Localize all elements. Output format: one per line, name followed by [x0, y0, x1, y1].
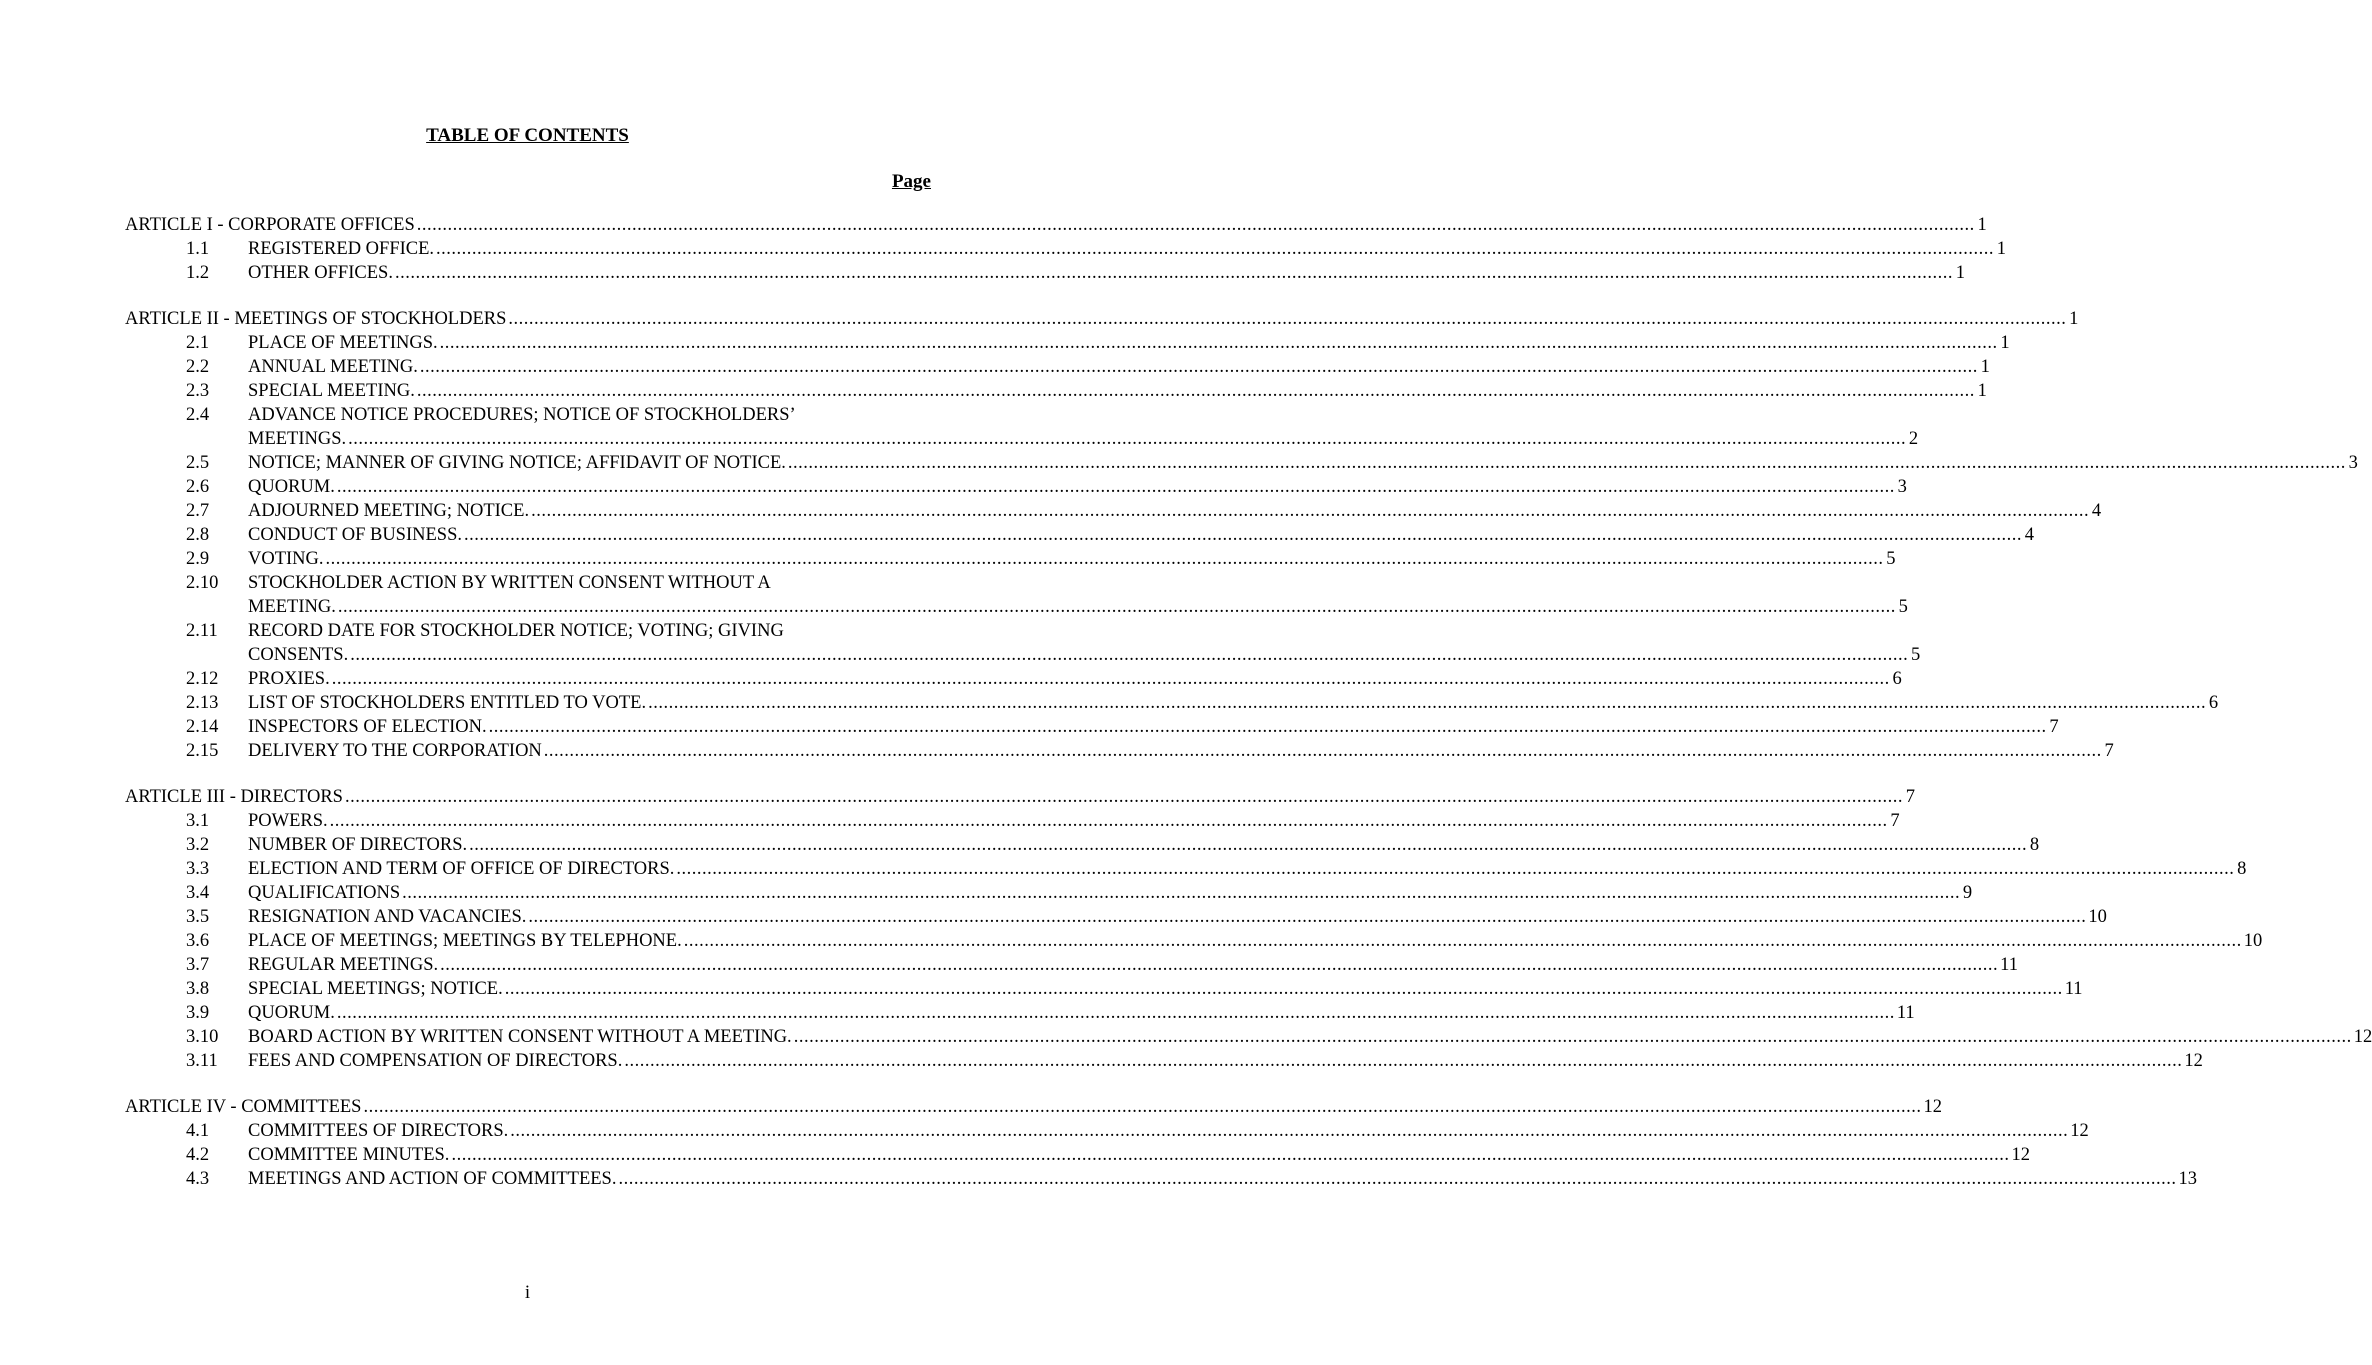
toc-section-number: 2.14 [186, 717, 219, 737]
toc-page-number: 8 [2029, 835, 2040, 855]
page-column-header: Page [891, 171, 931, 192]
toc-section-number: 2.6 [186, 477, 210, 497]
toc-page-number: 11 [1896, 1003, 1915, 1023]
toc-section-title-continued: MEETING. [248, 597, 336, 617]
dot-leader [345, 785, 1903, 809]
toc-section-number: 4.2 [186, 1145, 210, 1165]
toc-section-title: RECORD DATE FOR STOCKHOLDER NOTICE; VOTING; GIVING [248, 621, 784, 641]
dot-leader [624, 1049, 2182, 1073]
toc-article-entry[interactable] [125, 307, 2079, 331]
toc-section-title-continued: CONSENTS. [248, 645, 349, 665]
toc-section-title: SPECIAL MEETING. [248, 381, 415, 401]
toc-section-title: REGISTERED OFFICE. [248, 239, 435, 259]
toc-section-entry[interactable] [125, 1143, 2030, 1167]
toc-section-title: QUORUM. [248, 1003, 335, 1023]
toc-page-number: 1 [1980, 357, 1990, 377]
toc-section-title: ADVANCE NOTICE PROCEDURES; NOTICE OF STOCKHOLDERS’ [248, 405, 796, 425]
toc-section-number: 3.9 [186, 1003, 210, 1023]
toc-page-number: 5 [1910, 645, 1921, 665]
toc-section-number: 3.2 [186, 835, 210, 855]
toc-page-number: 7 [1890, 811, 1900, 831]
dot-leader [684, 929, 2242, 953]
toc-page-number: 5 [1886, 549, 1896, 569]
toc-section-continuation[interactable] [125, 595, 1908, 619]
toc-section-entry[interactable] [125, 881, 1973, 905]
dot-leader [337, 1001, 1895, 1025]
toc-section-title: COMMITTEES OF DIRECTORS. [248, 1121, 509, 1141]
toc-section-title: OTHER OFFICES. [248, 263, 393, 283]
toc-section-title: NOTICE; MANNER OF GIVING NOTICE; AFFIDAVIT OF NOTICE. [248, 453, 786, 473]
toc-page-number: 1 [2069, 309, 2079, 329]
toc-section-number: 2.12 [186, 669, 219, 689]
toc-section-number: 3.7 [186, 955, 210, 975]
toc-page-number: 7 [1905, 787, 1915, 807]
dot-leader [417, 379, 1975, 403]
toc-section-title: COMMITTEE MINUTES. [248, 1145, 450, 1165]
toc-section-entry[interactable] [125, 475, 1907, 499]
toc-section-title: ANNUAL MEETING. [248, 357, 418, 377]
dot-leader [330, 809, 1888, 833]
toc-page-number: 11 [2064, 979, 2083, 999]
toc-section-number: 4.3 [186, 1169, 210, 1189]
toc-section-title: NUMBER OF DIRECTORS. [248, 835, 468, 855]
dot-leader [544, 739, 2102, 763]
toc-section-title: PLACE OF MEETINGS. [248, 333, 438, 353]
toc-section-entry[interactable] [125, 1119, 2089, 1143]
toc-section-number: 2.3 [186, 381, 210, 401]
dot-leader [451, 1143, 2009, 1167]
toc-section-number: 3.8 [186, 979, 210, 999]
toc-section-title: CONDUCT OF BUSINESS. [248, 525, 462, 545]
dot-leader [510, 1119, 2068, 1143]
toc-section-entry[interactable] [125, 715, 2059, 739]
toc-section-number: 3.3 [186, 859, 210, 879]
toc-page-number: 13 [2178, 1169, 2197, 1189]
dot-leader [508, 307, 2066, 331]
table-of-contents [125, 213, 2372, 1213]
toc-article-block [125, 1095, 2197, 1191]
toc-page-number: 9 [1962, 883, 1973, 903]
toc-page-number: 5 [1898, 597, 1908, 617]
dot-leader [337, 475, 1895, 499]
toc-section-number: 2.5 [186, 453, 210, 473]
dot-leader [436, 237, 1994, 261]
dot-leader [788, 451, 2346, 475]
toc-section-entry[interactable] [125, 977, 2083, 1001]
toc-section-number: 3.11 [186, 1051, 218, 1071]
toc-page-number: 6 [2208, 693, 2219, 713]
toc-section-title: STOCKHOLDER ACTION BY WRITTEN CONSENT WITHOUT A [248, 573, 771, 593]
toc-section-title: QUORUM. [248, 477, 335, 497]
dot-leader [528, 905, 2086, 929]
toc-page-number: 1 [2000, 333, 2010, 353]
toc-section-number: 2.7 [186, 501, 210, 521]
page-title: TABLE OF CONTENTS [426, 125, 629, 146]
toc-article-entry[interactable] [125, 785, 1915, 809]
toc-section-entry[interactable] [125, 355, 1990, 379]
dot-leader [464, 523, 2022, 547]
toc-article-block [125, 785, 2372, 1073]
dot-leader [676, 857, 2234, 881]
toc-section-number: 3.10 [186, 1027, 219, 1047]
dot-leader [618, 1167, 2176, 1191]
toc-section-number: 2.13 [186, 693, 219, 713]
toc-article-entry[interactable] [125, 213, 1987, 237]
toc-section-number: 3.5 [186, 907, 210, 927]
toc-section-number: 4.1 [186, 1121, 210, 1141]
dot-leader [489, 715, 2047, 739]
toc-section-title: BOARD ACTION BY WRITTEN CONSENT WITHOUT A MEETING. [248, 1027, 792, 1047]
toc-page-number: 3 [2348, 453, 2358, 473]
toc-article-title: ARTICLE II - MEETINGS OF STOCKHOLDERS [125, 309, 507, 329]
toc-section-entry[interactable] [125, 691, 2219, 715]
dot-leader [440, 331, 1998, 355]
dot-leader [417, 213, 1975, 237]
toc-section-entry[interactable] [125, 523, 2034, 547]
toc-section-entry[interactable] [125, 619, 931, 643]
toc-section-number: 3.6 [186, 931, 210, 951]
toc-section-title-continued: MEETINGS. [248, 429, 347, 449]
toc-section-title: LIST OF STOCKHOLDERS ENTITLED TO VOTE. [248, 693, 647, 713]
toc-page-number: 7 [2104, 741, 2114, 761]
toc-section-title: QUALIFICATIONS [248, 883, 401, 903]
dot-leader [794, 1025, 2352, 1049]
toc-section-number: 2.2 [186, 357, 210, 377]
toc-section-title: FEES AND COMPENSATION OF DIRECTORS. [248, 1051, 623, 1071]
dot-leader [469, 833, 2027, 857]
toc-section-entry[interactable] [125, 379, 1987, 403]
toc-section-title: REGULAR MEETINGS. [248, 955, 439, 975]
toc-page-number: 7 [2049, 717, 2059, 737]
toc-page-number: 1 [1977, 215, 1987, 235]
toc-section-entry[interactable] [125, 261, 1965, 285]
toc-page-number: 10 [2088, 907, 2107, 927]
toc-page-number: 12 [2184, 1051, 2203, 1071]
toc-section-title: RESIGNATION AND VACANCIES. [248, 907, 527, 927]
toc-section-entry[interactable] [125, 905, 2107, 929]
toc-page-number: 12 [2011, 1145, 2030, 1165]
toc-section-entry[interactable] [125, 547, 1896, 571]
toc-section-number: 2.1 [186, 333, 210, 353]
toc-section-number: 2.8 [186, 525, 210, 545]
toc-section-title: DELIVERY TO THE CORPORATION [248, 741, 542, 761]
dot-leader [350, 643, 1908, 667]
toc-section-entry[interactable] [125, 1167, 2197, 1191]
dot-leader [395, 261, 1953, 285]
toc-page-number: 6 [1892, 669, 1902, 689]
toc-section-title: ELECTION AND TERM OF OFFICE OF DIRECTORS. [248, 859, 675, 879]
toc-article-block [125, 307, 2358, 763]
toc-section-number: 2.4 [186, 405, 210, 425]
toc-section-number: 2.15 [186, 741, 219, 761]
toc-page-number: 11 [2000, 955, 2018, 975]
dot-leader [505, 977, 2063, 1001]
toc-page-number: 12 [2070, 1121, 2089, 1141]
toc-page-number: 12 [2353, 1027, 2372, 1047]
toc-page-number: 3 [1897, 477, 1907, 497]
toc-article-title: ARTICLE IV - COMMITTEES [125, 1097, 362, 1117]
toc-section-entry[interactable] [125, 929, 2263, 953]
toc-page-number: 12 [1923, 1097, 1942, 1117]
toc-section-entry[interactable] [125, 1025, 2372, 1049]
toc-page-number: 8 [2237, 859, 2247, 879]
toc-section-title: PLACE OF MEETINGS; MEETINGS BY TELEPHONE. [248, 931, 682, 951]
toc-article-title: ARTICLE I - CORPORATE OFFICES [125, 215, 415, 235]
dot-leader [420, 355, 1978, 379]
toc-section-entry[interactable] [125, 739, 2114, 763]
toc-section-number: 3.4 [186, 883, 210, 903]
toc-section-entry[interactable] [125, 1001, 1915, 1025]
dot-leader [348, 427, 1906, 451]
toc-section-continuation[interactable] [125, 427, 1919, 451]
dot-leader [363, 1095, 1921, 1119]
toc-section-title: INSPECTORS OF ELECTION. [248, 717, 487, 737]
toc-section-title: PROXIES. [248, 669, 330, 689]
toc-section-number: 2.10 [186, 573, 219, 593]
dot-leader [332, 667, 1890, 691]
toc-section-entry[interactable] [125, 403, 931, 427]
toc-page-number: 1 [1955, 263, 1965, 283]
toc-section-entry[interactable] [125, 667, 1902, 691]
toc-section-entry[interactable] [125, 571, 931, 595]
toc-section-number: 3.1 [186, 811, 210, 831]
toc-section-number: 2.9 [186, 549, 210, 569]
toc-section-title: SPECIAL MEETINGS; NOTICE. [248, 979, 503, 999]
dot-leader [531, 499, 2089, 523]
toc-page-number: 10 [2243, 931, 2263, 951]
footer-page-number: i [524, 1282, 531, 1303]
toc-page-number: 4 [2024, 525, 2034, 545]
toc-section-entry[interactable] [125, 833, 2040, 857]
toc-section-title: POWERS. [248, 811, 328, 831]
toc-section-entry[interactable] [125, 809, 1900, 833]
toc-page-number: 1 [1977, 381, 1987, 401]
dot-leader [402, 881, 1960, 905]
toc-page-number: 1 [1996, 239, 2007, 259]
toc-section-entry[interactable] [125, 953, 2018, 977]
toc-section-entry[interactable] [125, 857, 2247, 881]
toc-article-entry[interactable] [125, 1095, 1942, 1119]
dot-leader [338, 595, 1896, 619]
toc-section-continuation[interactable] [125, 643, 1921, 667]
toc-section-number: 2.11 [186, 621, 218, 641]
toc-section-entry[interactable] [125, 237, 2007, 261]
toc-section-title: VOTING. [248, 549, 324, 569]
toc-section-number: 1.2 [186, 263, 210, 283]
toc-article-block [125, 213, 2007, 285]
toc-section-number: 1.1 [186, 239, 210, 259]
toc-section-title: ADJOURNED MEETING; NOTICE. [248, 501, 530, 521]
toc-section-entry[interactable] [125, 451, 2358, 475]
dot-leader [440, 953, 1998, 977]
toc-article-title: ARTICLE III - DIRECTORS [125, 787, 343, 807]
toc-page-number: 4 [2091, 501, 2102, 521]
dot-leader [648, 691, 2206, 715]
dot-leader [326, 547, 1884, 571]
toc-page-number: 2 [1908, 429, 1919, 449]
toc-section-entry[interactable] [125, 1049, 2203, 1073]
toc-section-entry[interactable] [125, 331, 2010, 355]
toc-section-title: MEETINGS AND ACTION OF COMMITTEES. [248, 1169, 617, 1189]
toc-section-entry[interactable] [125, 499, 2102, 523]
